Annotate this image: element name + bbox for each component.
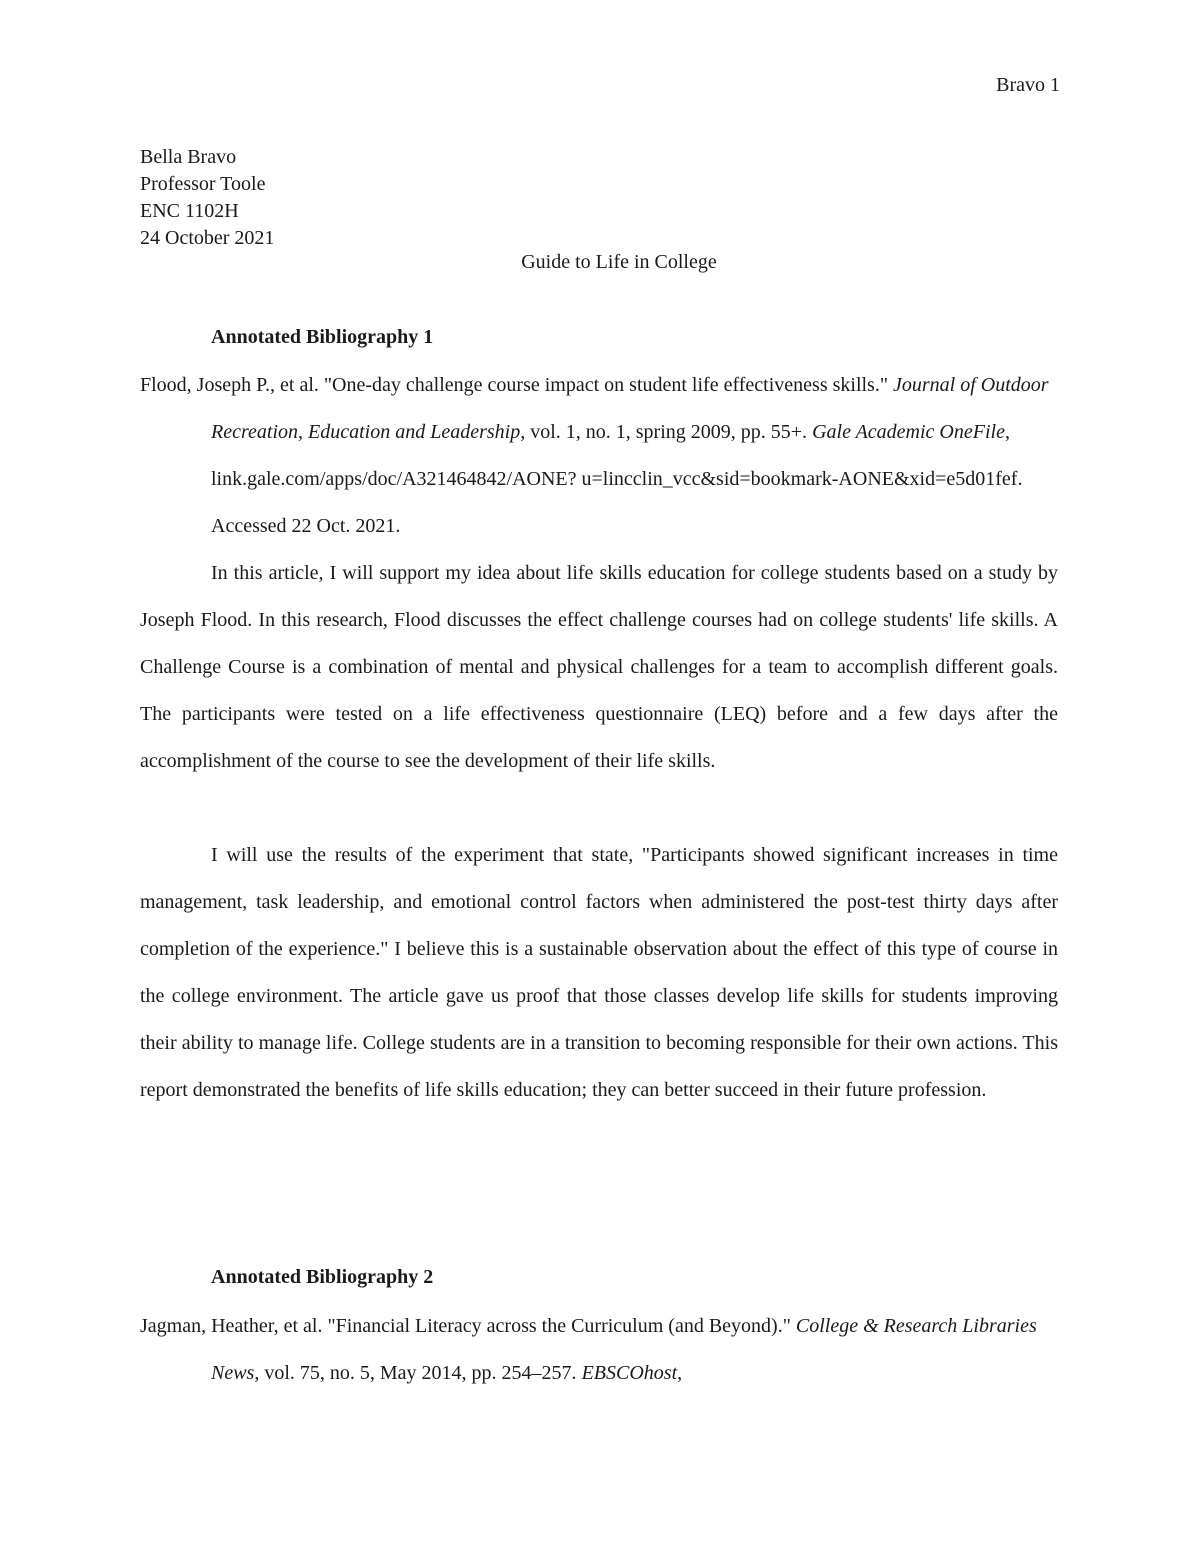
running-head: Bravo 1 bbox=[996, 74, 1060, 96]
date: 24 October 2021 bbox=[140, 227, 275, 249]
section-heading-1: Annotated Bibliography 1 bbox=[211, 326, 434, 348]
citation-2-journal: College & Research Libraries News bbox=[211, 1315, 1037, 1384]
citation-2 bbox=[140, 1303, 1058, 1397]
course-code: ENC 1102H bbox=[140, 200, 239, 222]
student-name: Bella Bravo bbox=[140, 146, 237, 168]
citation-2-trail: , bbox=[677, 1362, 683, 1384]
citation-2-details: , vol. 75, no. 5, May 2014, pp. 254–257. bbox=[254, 1362, 582, 1384]
instructor-name: Professor Toole bbox=[140, 173, 266, 195]
citation-1-authors-title: Flood, Joseph P., et al. "One-day challenge course impact on student life effectiveness skills." bbox=[140, 374, 894, 396]
section-heading-2: Annotated Bibliography 2 bbox=[211, 1266, 434, 1288]
citation-2-authors-title: Jagman, Heather, et al. "Financial Literacy across the Curriculum (and Beyond)." bbox=[140, 1315, 796, 1337]
citation-1-link: , link.gale.com/apps/doc/A321464842/AONE? u=lincclin_vcc&sid=bookmark-AONE&xid=e5d01fef. Accessed 22 Oct. 2021. bbox=[211, 421, 1023, 537]
citation-1-details: , vol. 1, no. 1, spring 2009, pp. 55+. bbox=[520, 421, 813, 443]
citation-2-database: EBSCOhost bbox=[581, 1362, 678, 1384]
section-1-paragraph-1: In this article, I will support my idea about life skills education for college students based on a study by Joseph Flood. In this research, Flood discusses the effect challenge courses had on college students' life skills. A Challenge Course is a combination of mental and physical challenges for a team to accomplish different goals. The participants were tested on a life effectiveness questionnaire (LEQ) before and a few days after the accomplishment of the course to see the development of their life skills. bbox=[140, 562, 1058, 772]
citation-1 bbox=[140, 362, 1058, 550]
mla-heading bbox=[140, 144, 274, 252]
section-1-paragraph-2: I will use the results of the experiment that state, "Participants showed significant increases in time management, task leadership, and emotional control factors when administered the post-test thirty days after completion of the experience." I believe this is a sustainable observation about the effect of this type of course in the college environment. The article gave us proof that those classes develop life skills for students improving their ability to manage life. College students are in a transition to becoming responsible for their own actions. This report demonstrated the benefits of life skills education; they can better succeed in their future profession. bbox=[140, 844, 1058, 1101]
citation-1-journal: Journal of Outdoor Recreation, Education and Leadership bbox=[211, 374, 1049, 443]
citation-1-database: Gale Academic OneFile bbox=[812, 421, 1005, 443]
paper-title: Guide to Life in College bbox=[521, 251, 717, 273]
